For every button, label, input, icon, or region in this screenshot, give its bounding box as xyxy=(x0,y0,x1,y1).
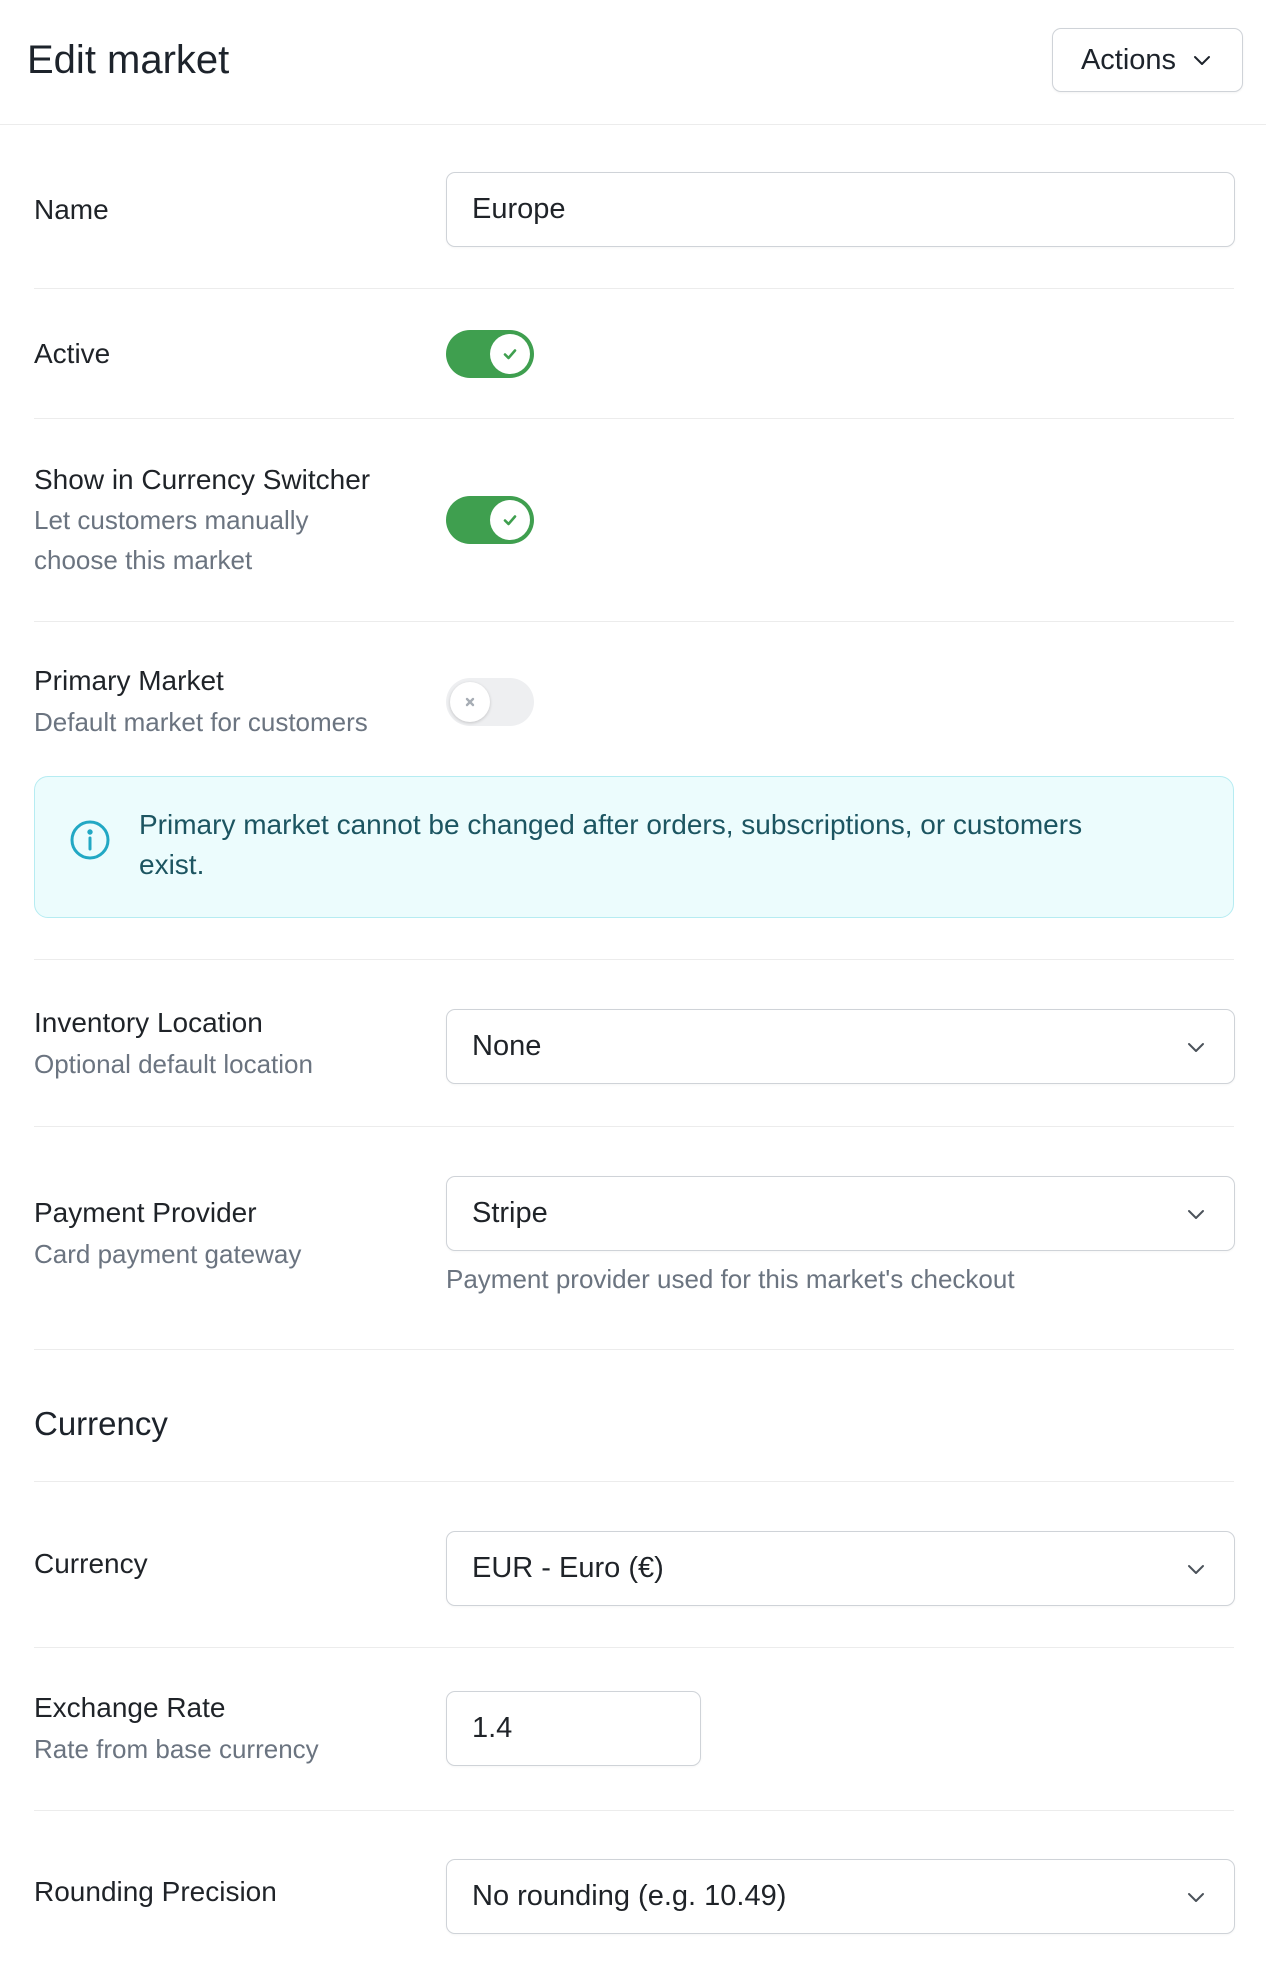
chevron-down-icon xyxy=(1184,1035,1208,1059)
currency-value: EUR - Euro (€) xyxy=(472,1552,664,1584)
rounding-precision-select[interactable] xyxy=(446,1859,1235,1934)
name-label: Name xyxy=(34,194,109,225)
info-circle-icon xyxy=(69,819,111,861)
info-notice-text xyxy=(139,805,1199,885)
primary-market-label: Primary Market xyxy=(34,665,224,696)
info-notice-line: exist. xyxy=(139,849,205,880)
page-title: Edit market xyxy=(27,38,230,82)
divider xyxy=(34,959,1234,960)
name-input-value: Europe xyxy=(472,193,566,225)
payment-provider-label: Payment Provider xyxy=(34,1197,257,1228)
payment-provider-value: Stripe xyxy=(472,1197,548,1229)
inventory-location-value: None xyxy=(472,1030,542,1062)
divider xyxy=(34,1481,1234,1482)
exchange-rate-description: Rate from base currency xyxy=(34,1734,319,1764)
inventory-location-label: Inventory Location xyxy=(34,1007,263,1038)
primary-market-toggle[interactable] xyxy=(446,678,534,726)
currency-switcher-toggle[interactable] xyxy=(446,496,534,544)
exchange-rate-value: 1.4 xyxy=(472,1712,513,1744)
inventory-location-description: Optional default location xyxy=(34,1049,313,1079)
currency-section-title: Currency xyxy=(34,1405,168,1442)
actions-button[interactable] xyxy=(1052,28,1243,92)
actions-button-label: Actions xyxy=(1080,43,1177,76)
divider xyxy=(34,1810,1234,1811)
toggle-knob xyxy=(450,682,490,722)
page-header xyxy=(0,0,1266,125)
chevron-down-icon xyxy=(1184,1885,1208,1909)
info-notice-line: Primary market cannot be changed after orders, subscriptions, or customers xyxy=(139,809,1083,840)
currency-switcher-label: Show in Currency Switcher xyxy=(34,464,371,495)
currency-select[interactable] xyxy=(446,1531,1235,1606)
name-input[interactable] xyxy=(446,172,1235,247)
divider xyxy=(34,418,1234,419)
payment-provider-description: Card payment gateway xyxy=(34,1239,302,1269)
payment-provider-helper-text: Payment provider used for this market's checkout xyxy=(446,1264,1015,1294)
toggle-knob xyxy=(490,500,530,540)
payment-provider-select[interactable] xyxy=(446,1176,1235,1251)
currency-switcher-description: Let customers manually xyxy=(34,505,309,535)
active-label: Active xyxy=(34,338,111,369)
divider xyxy=(34,1647,1234,1648)
primary-market-info-notice xyxy=(34,776,1234,918)
x-icon xyxy=(461,693,479,711)
chevron-down-icon xyxy=(1184,1557,1208,1581)
rounding-precision-value: No rounding (e.g. 10.49) xyxy=(472,1880,787,1912)
exchange-rate-input[interactable] xyxy=(446,1691,701,1766)
section-divider xyxy=(34,1349,1234,1350)
chevron-down-icon xyxy=(1184,1202,1208,1226)
currency-switcher-description: choose this market xyxy=(34,545,253,575)
divider xyxy=(34,1126,1234,1127)
exchange-rate-label: Exchange Rate xyxy=(34,1692,226,1723)
check-icon xyxy=(501,345,519,363)
rounding-precision-label: Rounding Precision xyxy=(34,1876,277,1907)
divider xyxy=(34,621,1234,622)
active-toggle[interactable] xyxy=(446,330,534,378)
divider xyxy=(34,288,1234,289)
inventory-location-select[interactable] xyxy=(446,1009,1235,1084)
primary-market-description: Default market for customers xyxy=(34,707,368,737)
check-icon xyxy=(501,511,519,529)
toggle-knob xyxy=(490,334,530,374)
currency-label: Currency xyxy=(34,1548,148,1579)
chevron-down-icon xyxy=(1190,48,1214,72)
